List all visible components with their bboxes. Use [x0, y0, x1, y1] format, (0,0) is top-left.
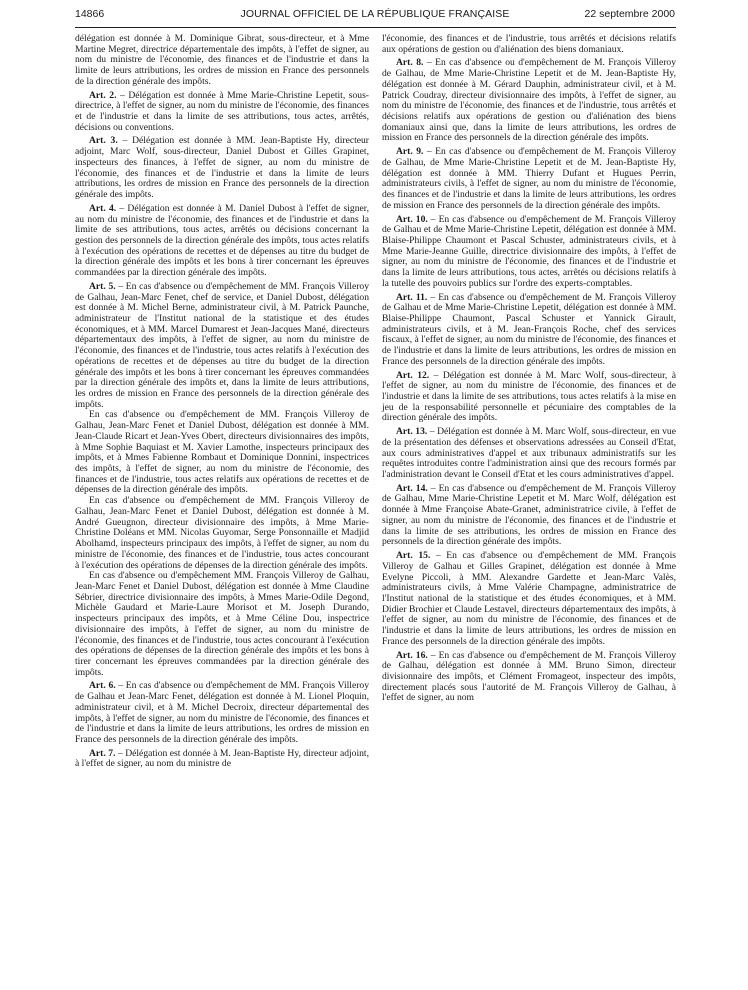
article-number: Art. 4.: [89, 202, 117, 214]
paragraph-text: l'économie, des finances et de l'industrie, tous arrêtés et décisions relatifs aux opérations de gestion ou d'aliénation des biens domaniaux.: [382, 33, 676, 55]
paragraph-text: – En cas d'absence ou d'empêchement de M. François Villeroy de Galhau, de Mme Marie-Christine Lepetit et de M. Jean-Baptiste Hy, délégation est donnée à MM. Thierry Dufant et Hugues Perrin, administrateurs civils, à l'effet de signer, au nom du ministre de l'économie, des finances et de l'industrie et dans la limite de leurs attributions, les ordres de mission en France des personnels de la direction générale des impôts.: [382, 146, 677, 211]
paragraph-text: – En cas d'absence ou d'empêchement de M. François Villeroy de Galhau et de Mme Marie-Christine Lepetit, délégation est donnée à MM. Blaise-Philippe Chaumont, Pascal Schuster et Yannick Girault, administrateurs civils, et à M. Jean-François Roche, chef des services fiscaux, à l'effet de signer, au nom du ministre de l'économie, des finances et de l'industrie et dans la limite de leurs attributions, les ordres de mission en France des personnels de la direction générale des impôts.: [382, 291, 676, 367]
paragraph: [382, 371, 676, 425]
article-number: Art. 16.: [396, 649, 428, 661]
left-column: [75, 34, 369, 770]
paragraph-text: – En cas d'absence ou d'empêchement de M. François Villeroy de Galhau et de Mme Marie-Christine Lepetit, délégation est donnée à MM. Blaise-Philippe Chaumont et Pascal Schuster, administrateurs civils, et à Mme Marie-Jeanne Guille, directrice divisionnaire des impôts, à l'effet de signer, au nom du ministre de l'économie, des finances et de l'industrie et dans la limite de leurs attributions, tous actes, arrêtés ou décisions relatifs à la tutelle des pouvoirs publics sur l'ordre des experts-comptables.: [382, 213, 676, 289]
article-number: Art. 2.: [89, 89, 117, 101]
article-number: Art. 10.: [396, 213, 428, 225]
paragraph-text: – En cas d'absence ou d'empêchement de MM. François Villeroy de Galhau et Gilles Grapinet, délégation est donnée à Mme Evelyne Piccoli, à MM. Alexandre Gardette et Jean-Marc Valès, administrateurs civils, à Mme Valérie Champagne, administratrice de l'Institut national de la statistique et des études économiques, et à MM. Didier Brochier et Claude Lestavel, directeurs départementaux des impôts, à l'effet de signer, au nom du ministre de l'économie, des finances et de l'industrie et dans la limite de leurs attributions, les ordres de mission en France des personnels de la direction générale des impôts.: [382, 550, 676, 647]
paragraph: [75, 91, 369, 134]
article-number: Art. 9.: [396, 146, 424, 158]
page-header: [75, 6, 675, 22]
paragraph: [382, 651, 676, 705]
paragraph: [382, 427, 676, 481]
paragraph-text: En cas d'absence ou d'empêchement de MM. François Villeroy de Galhau, Jean-Marc Fenet et Daniel Dubost, délégation est donnée à MM. Jean-Claude Ricart et Jean-Yves Obert, directeurs divisionnaires des impôts, à Mme Sophie Baquiast et M. Xavier Lamothe, inspecteurs principaux des impôts, et à Mmes Fabienne Rombaut et Dominique Donnini, inspectrices des impôts, à l'effet de signer, au nom du ministre de l'économie, des finances et de l'industrie, tous actes relatifs aux opérations de recettes et de dépenses de la direction générale des impôts.: [75, 409, 369, 496]
paragraph-text: – En cas d'absence ou d'empêchement de M. François Villeroy de Galhau, de Mme Marie-Christine Lepetit et de M. Jean-Baptiste Hy, délégation est donnée à M. Gérard Dauphin, administrateur civil, et à M. Patrick Coudray, directeur divisionnaire des impôts, à l'effet de signer, au nom du ministre de l'économie, des finances et de l'industrie, tous arrêtés et décisions relatifs aux opérations de gestion ou d'aliénation des biens domaniaux ainsi que, dans la limite de leurs attributions, les ordres de mission en France des personnels de la direction générale des impôts.: [382, 57, 677, 144]
paragraph-text: délégation est donnée à M. Dominique Gibrat, sous-directeur, et à Mme Martine Megret, directrice départementale des impôts, à l'effet de signer, au nom du ministre de l'économie, des finances et de l'industrie et dans la limite de leurs attributions, les ordres de mission en France des personnels de la direction générale des impôts.: [75, 33, 369, 87]
article-number: Art. 12.: [396, 369, 430, 381]
paragraph-text: – Délégation est donnée à M. Jean-Baptiste Hy, directeur adjoint, à l'effet de signer, au nom du ministre de: [75, 747, 369, 770]
paragraph-text: En cas d'absence ou d'empêchement MM. François Villeroy de Galhau, Jean-Marc Fenet et Daniel Dubost, délégation est donnée à Mme Claudine Sébrier, directrice divisionnaire des impôts, à Mmes Marie-Odile Degond, Michèle Gaudard et Marie-Laure Morisot et M. Joseph Durando, inspecteurs principaux des impôts, et à Mme Céline Dou, inspectrice divisionnaire des impôts, à l'effet de signer, au nom du ministre de l'économie, des finances et de l'industrie, tous actes concourant à l'exécution des opérations de dépenses de la direction générale des impôts et les bons à tirer concernant les épreuves commandées par la direction générale des impôts.: [75, 570, 369, 678]
article-number: Art. 15.: [396, 550, 431, 562]
header-rule: [75, 27, 676, 28]
paragraph-text: – Délégation est donnée à MM. Jean-Baptiste Hy, directeur adjoint, Marc Wolf, sous-directeur, Daniel Dubost et Gilles Grapinet, inspecteurs des finances, à l'effet de signer, au nom du ministre de l'économie, des finances et de l'industrie et dans la limite de leurs attributions, les ordres de mission en France des personnels de la direction générale des impôts.: [75, 135, 370, 201]
paragraph-text: En cas d'absence ou d'empêchement de MM. François Villeroy de Galhau, Jean-Marc Fenet et Daniel Dubost, délégation est donnée à M. André Gueugnon, directeur divisionnaire des impôts, à Mme Marie-Christine Doléans et MM. Nicolas Guyomar, Serge Ponsonnaille et Madjid Abolhamd, inspecteurs principaux des impôts, à l'effet de signer, au nom du ministre de l'économie, des finances et de l'industrie, tous actes concourant à l'exécution des opérations de dépenses de la direction générale des impôts.: [75, 495, 369, 571]
paragraph: [75, 282, 369, 411]
paragraph: [75, 681, 369, 745]
paragraph: [75, 571, 369, 678]
paragraph: [382, 293, 676, 368]
paragraph: [382, 34, 676, 55]
article-number: Art. 11.: [396, 291, 428, 303]
paragraph-text: – En cas d'absence ou d'empêchement de M. François Villeroy de Galhau, délégation est donnée à MM. Bruno Simon, directeur divisionnaire des impôts, et Clément Fromageot, inspecteur des impôts, directement placés sous l'autorité de M. François Villeroy de Galhau, à l'effet de signer, au nom: [382, 649, 676, 704]
article-number: Art. 5.: [89, 280, 116, 292]
publication-date: 22 septembre 2000: [584, 8, 675, 20]
paragraph: [382, 484, 676, 548]
paragraph: [382, 58, 676, 144]
article-number: Art. 8.: [396, 57, 424, 69]
paragraph-text: – Délégation est donnée à Mme Marie-Christine Lepetit, sous-directrice, à l'effet de signer, au nom du ministre de l'économie, des finances et de l'industrie et dans la limite de ses attributions, tous actes, arrêtés, décisions ou conventions.: [75, 89, 369, 133]
article-number: Art. 13.: [396, 426, 428, 438]
article-number: Art. 14.: [396, 482, 428, 494]
paragraph: [382, 147, 676, 211]
paragraph: [75, 34, 369, 88]
journal-title: JOURNAL OFFICIEL DE LA RÉPUBLIQUE FRANÇAISE: [240, 8, 510, 20]
paragraph-text: – Délégation est donnée à M. Marc Wolf, sous-directeur, à l'effet de signer, au nom du ministre de l'économie, des finances et de l'industrie et dans la limite de ses attributions, tous actes relatifs à la mise en jeu de la responsabilité personnelle et pécuniaire des comptables de la direction générale des impôts.: [382, 369, 677, 424]
article-number: Art. 3.: [89, 135, 118, 147]
paragraph-text: – En cas d'absence ou d'empêchement de MM. François Villeroy de Galhau et Jean-Marc Fenet, délégation est donnée à M. Lionel Ploquin, administrateur civil, et à M. Michel Decroix, directeur départemental des impôts, à l'effet de signer, au nom du ministre de l'économie, des finances et de l'industrie et dans la limite de leurs attributions, les ordres de mission en France des personnels de la direction générale des impôts.: [75, 680, 369, 745]
paragraph: [75, 204, 369, 279]
paragraph: [75, 749, 369, 770]
paragraph: [75, 410, 369, 496]
paragraph: [75, 496, 369, 571]
paragraph-text: – En cas d'absence ou d'empêchement de M. François Villeroy de Galhau, Mme Marie-Christine Lepetit et M. Marc Wolf, délégation est donnée à Mme Françoise Abate-Granet, administratrice civile, à l'effet de signer, au nom du ministre de l'économie, des finances et de l'industrie et dans la limite de ses attributions, les ordres de mission en France des personnels de la direction générale des impôts.: [382, 482, 676, 548]
paragraph-text: – Délégation est donnée à M. Marc Wolf, sous-directeur, en vue de la présentation des défenses et observations adressées au Conseil d'Etat, aux cours administratives d'appel et aux tribunaux administratifs sur les requêtes introduites contre l'administration ainsi que des recours formés par l'administration devant le Conseil d'Etat et les cours administratives d'appel.: [382, 426, 676, 481]
right-column: [382, 34, 676, 704]
paragraph: [75, 136, 369, 200]
paragraph: [382, 215, 676, 290]
paragraph: [382, 551, 676, 647]
article-number: Art. 6.: [89, 680, 116, 692]
paragraph-text: – Délégation est donnée à M. Daniel Dubost à l'effet de signer, au nom du ministre de l'économie, des finances et de l'industrie et dans la limite de ses attributions, tous actes, arrêtés ou décisions concernant la gestion des personnels de la direction générale des impôts, tous actes relatifs à l'exécution des opérations de recettes et de dépenses au titre du budget de la direction générale des impôts et les bons à tirer concernant les épreuves commandées par la direction générale des impôts.: [75, 202, 369, 279]
page-number: 14866: [75, 8, 105, 20]
article-number: Art. 7.: [89, 747, 116, 759]
paragraph-text: – En cas d'absence ou d'empêchement de MM. François Villeroy de Galhau, Jean-Marc Fenet, chef de service, et Daniel Dubost, délégation est donnée à M. Michel Berne, administrateur civil, à M. Patrick Paunche, administrateur de l'Institut national de la statistique et des études économiques, et à MM. Marcel Dumarest et Jean-Jacques Mané, directeurs départementaux des impôts, à l'effet de signer, au nom du ministre de l'économie, des finances et de l'industrie, tous actes relatifs à l'exécution des opérations de recettes et de dépenses au titre du budget de la direction générale des impôts et les bons à tirer concernant les épreuves commandées par la direction générale des impôts et, dans la limite de leurs attributions, les ordres de mission en France des personnels de la direction générale des impôts.: [75, 280, 369, 410]
